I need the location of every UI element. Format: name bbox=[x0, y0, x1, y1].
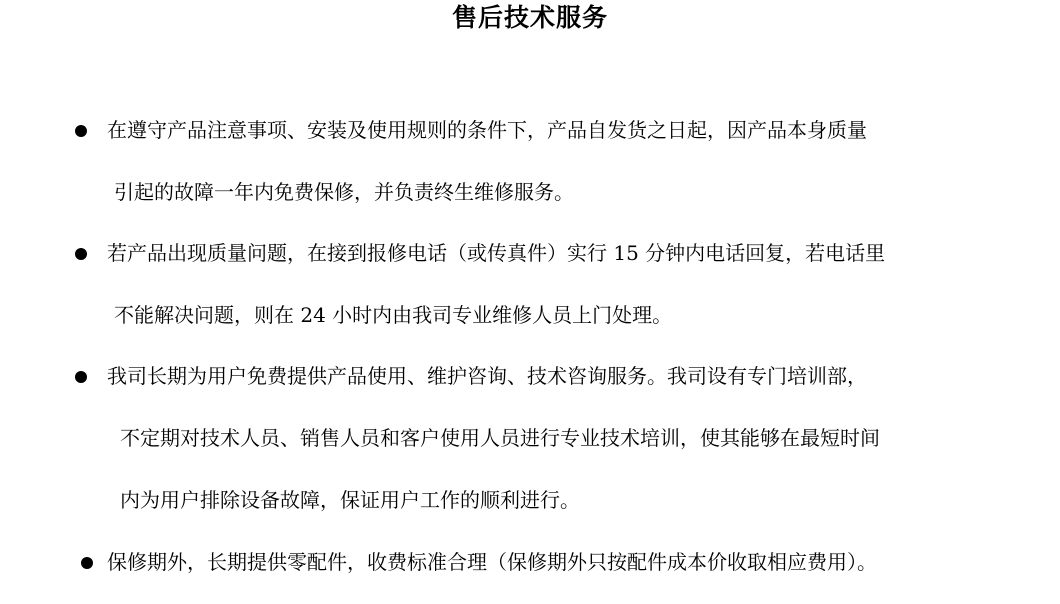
paragraph-line: 保修期外，长期提供零配件，收费标准合理（保修期外只按配件成本价收取相应费用）。 bbox=[107, 550, 877, 574]
paragraph-line: 若产品出现质量问题，在接到报修电话（或传真件）实行 15 分钟内电话回复，若电话里 bbox=[107, 241, 886, 265]
bullet-icon bbox=[81, 557, 93, 569]
paragraph-line: 不能解决问题，则在 24 小时内由我司专业维修人员上门处理。 bbox=[114, 303, 673, 327]
paragraph-line: 内为用户排除设备故障，保证用户工作的顺利进行。 bbox=[120, 488, 580, 512]
paragraph-line: 在遵守产品注意事项、安装及使用规则的条件下，产品自发货之日起，因产品本身质量 bbox=[107, 118, 867, 142]
bullet-icon bbox=[75, 125, 87, 137]
paragraph-line: 引起的故障一年内免费保修，并负责终生维修服务。 bbox=[114, 180, 574, 204]
bullet-icon bbox=[75, 248, 87, 260]
bullet-icon bbox=[75, 371, 87, 383]
paragraph-line: 不定期对技术人员、销售人员和客户使用人员进行专业技术培训，使其能够在最短时间 bbox=[120, 426, 880, 450]
page-title: 售后技术服务 bbox=[451, 3, 608, 32]
paragraph-line: 我司长期为用户免费提供产品使用、维护咨询、技术咨询服务。我司设有专门培训部， bbox=[107, 364, 867, 388]
